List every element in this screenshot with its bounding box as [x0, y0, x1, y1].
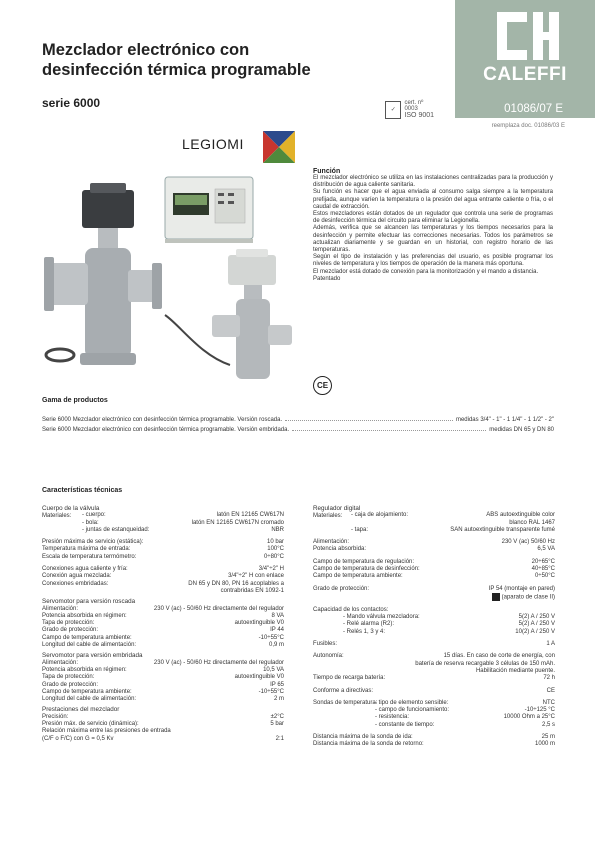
grado-note: (aparato de clase II) [501, 594, 555, 601]
spec-key: Escala de temperatura termómetro: [42, 553, 137, 560]
spec-key: Campo de temperatura ambiente: [313, 573, 403, 580]
spec-value: 10,5 VA [263, 666, 284, 673]
materiales-label: Materiales: [313, 513, 343, 519]
caracteristicas-heading: Características técnicas [42, 487, 123, 494]
spec-key: (C/F o F/C) con G = 0,5 Kv [42, 735, 114, 742]
spec-row [42, 674, 284, 681]
spec-value: autoextinguible V0 [234, 674, 284, 681]
funcion-heading: Función [313, 168, 341, 175]
spec-key: Conexiones embridadas: [42, 580, 109, 587]
spec-key: Grado de protección: [42, 681, 99, 688]
spec-row [313, 520, 555, 527]
cert-number: cert. nº 0003 [404, 100, 424, 112]
spec-row [313, 675, 555, 682]
spec-key: Campo de temperatura de regulación: [313, 558, 415, 565]
spec-value: 5(2) A / 250 V [518, 614, 555, 621]
spec-row [42, 539, 284, 546]
spec-row [313, 546, 555, 553]
spec-row [313, 566, 555, 573]
specs-right-column [313, 505, 555, 749]
spec-key: Autonomía: [313, 653, 344, 660]
gama-row-label: Serie 6000 Mezclador electrónico con desinfección térmica programable. Versión roscada. [42, 417, 283, 423]
spec-row [42, 736, 284, 743]
legiomix-x-icon [263, 131, 295, 163]
caleffi-logo-icon [475, 6, 575, 62]
spec-row [313, 722, 555, 729]
spec-continuation [313, 593, 555, 602]
spec-continuation: Habilitación mediante puente. [475, 667, 555, 674]
spec-value: 2 m [273, 696, 284, 703]
funcion-paragraph: Además, verifica que se alcancen las temperaturas y los tiempos necesarios para la desinfección y permite efectuar las correcciones necesarias. Todos los parámetros se actualizan diariamente y se guardan en un historial, con registro horario de las temperaturas. [313, 225, 553, 254]
spec-key: Longitud del cable de alimentación: [42, 642, 137, 649]
spec-row [313, 653, 555, 660]
spec-key: - juntas de estanqueidad: [82, 526, 150, 533]
spec-row [42, 667, 284, 674]
spec-value: latón EN 12165 CW617N cromado [191, 519, 284, 526]
funcion-paragraph: Estos mezcladores están dotados de un regulador que controla una serie de programas de desinfección térmica del circuito para eliminar la Legionella. [313, 211, 553, 225]
spec-key: - bola: [82, 519, 99, 526]
spec-key: Fusibles: [313, 641, 338, 648]
spec-row [42, 728, 284, 735]
servo-roscada-title: Servomotor para versión roscada [42, 598, 136, 606]
prestaciones-title: Prestaciones del mezclador [42, 706, 120, 714]
spec-value: 1 A [546, 641, 555, 648]
class-ii-icon [492, 593, 500, 601]
spec-key: Presión máx. de servicio (dinámica): [42, 721, 139, 728]
spec-value: ABS autoextinguible color [486, 512, 555, 519]
doc-number: 01086/07 E [455, 100, 595, 118]
gama-row [42, 417, 554, 423]
spec-value: 6,5 VA [537, 546, 555, 553]
title-line-2: desinfección térmica programable [42, 61, 311, 79]
ce-mark-icon: CE [313, 376, 332, 395]
page-title [42, 40, 402, 80]
replaces-note: reemplaza doc. 01086/03 E [491, 123, 565, 129]
spec-row [313, 688, 555, 695]
spec-value: 1000 m [534, 741, 555, 748]
spec-value: 10000 Ohm a 25°C [503, 714, 555, 721]
specs-left-column [42, 505, 284, 743]
spec-value: 72 h [543, 675, 555, 682]
leader-dots [292, 427, 486, 431]
spec-key: Conforme a directivas: [313, 687, 374, 694]
spec-key: Grado de protección: [313, 585, 370, 592]
spec-key: Alimentación: [42, 659, 79, 666]
spec-value: 230 V (ac) - 50/60 Hz directamente del regulador [153, 605, 284, 612]
spec-value: 0,9 m [268, 642, 284, 649]
spec-key: Campo de temperatura ambiente: [42, 688, 132, 695]
spec-row [42, 714, 284, 721]
spec-key: Campo de temperatura ambiente: [42, 634, 132, 641]
spec-value: 100°C [267, 546, 284, 553]
regulador-title: Regulador digital [313, 505, 361, 512]
spec-value: 40÷85°C [531, 566, 555, 573]
spec-row [42, 520, 284, 527]
spec-row [313, 539, 555, 546]
spec-key: Distancia máxima de la sonda de retorno: [313, 741, 424, 748]
title-line-1: Mezclador electrónico con [42, 41, 250, 59]
spec-value: 0÷80°C [263, 553, 284, 560]
spec-key: - tapa: [351, 526, 369, 533]
sondas-label: Sondas de temperatura: [313, 699, 378, 706]
spec-row [42, 566, 284, 573]
materiales-label: Materiales: [42, 513, 72, 519]
spec-value: 2,5 s [541, 721, 555, 728]
spec-key: - cuerpo: [82, 512, 106, 519]
spec-value: DN 65 y DN 80, PN 16 acoplables a [188, 580, 284, 587]
spec-key: Tiempo de recarga batería: [313, 675, 386, 682]
gama-row-value: medidas DN 65 y DN 80 [489, 427, 554, 433]
spec-row [42, 721, 284, 728]
spec-row [313, 621, 555, 628]
cert-standard: ISO 9001 [404, 112, 435, 119]
iso-badge-icon: ✓ [385, 101, 401, 119]
product-photo [40, 175, 305, 390]
spec-value: 0÷50°C [534, 573, 555, 580]
spec-key: Campo de temperatura de desinfección: [313, 566, 420, 573]
spec-value: latón EN 12165 CW617N [216, 512, 284, 519]
spec-key: Precisión: [42, 713, 69, 720]
spec-value: 230 V (ac) - 50/60 Hz directamente del regulador [153, 659, 284, 666]
spec-value: SAN autoextinguible transparente fumé [450, 526, 555, 533]
spec-row [42, 620, 284, 627]
spec-value: blanco RAL 1467 [509, 519, 555, 526]
legiomix-logo-text: LEGIOMI [182, 136, 244, 152]
spec-value: 3/4"÷2" H con enlace [228, 573, 284, 580]
spec-row [313, 586, 555, 593]
spec-row [313, 559, 555, 566]
spec-value: 8 VA [271, 612, 284, 619]
spec-value: 10(2) A / 250 V [515, 628, 555, 635]
spec-key: - tipo de elemento sensible: [375, 699, 449, 706]
spec-row [313, 629, 555, 636]
spec-continuation: batería de reserva recargable 3 células de 150 mAh. [415, 660, 555, 667]
spec-key: - Relés 1, 3 y 4: [343, 628, 386, 635]
funcion-text [313, 175, 553, 283]
spec-value: 20÷65°C [531, 558, 555, 565]
spec-key: Potencia absorbida en régimen: [42, 666, 127, 673]
spec-key: Grado de protección: [42, 627, 99, 634]
spec-value: IP 65 [270, 681, 284, 688]
spec-key: Conexión agua mezclada: [42, 573, 112, 580]
spec-key: Conexiones agua caliente y fría: [42, 566, 128, 573]
spec-row [313, 734, 555, 741]
spec-value: NBR [271, 526, 284, 533]
brand-name: CALEFFI [483, 64, 567, 85]
regulator-image [165, 177, 253, 243]
funcion-paragraph: Según el tipo de instalación y las preferencias del usuario, es posible programar los niveles de temperatura y los tiempos de operación de la manera más oportuna. [313, 254, 553, 268]
spec-value: CE [546, 687, 555, 694]
spec-row [42, 512, 284, 519]
spec-value: IP 54 (montaje en pared) [488, 585, 555, 592]
gama-heading: Gama de productos [42, 397, 108, 404]
spec-row [313, 707, 555, 714]
spec-key: Presión máxima de servicio (estática): [42, 539, 144, 546]
spec-key: - constante de tiempo: [375, 721, 435, 728]
spec-continuation: contrabridas EN 1092-1 [220, 587, 284, 594]
spec-row [313, 527, 555, 534]
spec-row [42, 642, 284, 649]
spec-key: Temperatura máxima de entrada: [42, 546, 131, 553]
series-label: serie 6000 [42, 96, 101, 110]
spec-row [42, 660, 284, 667]
gama-row-value: medidas 3/4" - 1" - 1 1/4" - 1 1/2" - 2" [455, 417, 554, 423]
spec-value: 5(2) A / 250 V [518, 621, 555, 628]
spec-value: IP 44 [270, 627, 284, 634]
funcion-section [313, 168, 553, 283]
spec-value: 2:1 [275, 735, 284, 742]
certification [385, 100, 435, 119]
servo-embridada-title: Servomotor para versión embridada [42, 652, 143, 660]
spec-value: -10÷55°C [258, 688, 284, 695]
spec-row [313, 714, 555, 721]
spec-value: 10 bar [266, 539, 284, 546]
spec-value: 15 días. En caso de corte de energía, con [443, 653, 555, 660]
spec-value: -10÷55°C [258, 634, 284, 641]
funcion-paragraph: Su función es hacer que el agua enviada al consumo salga siempre a la temperatura prefijada, aunque varíen la temperatura o la presión del agua entrante caliente o fría, o el caudal de extracción. [313, 189, 553, 210]
spec-value: autoextinguible V0 [234, 620, 284, 627]
spec-row [42, 613, 284, 620]
funcion-paragraph: El mezclador electrónico se utiliza en las instalaciones centralizadas para la producción y distribución de agua caliente sanitaria. [313, 175, 553, 189]
spec-value: 230 V (ac) 50/60 Hz [501, 539, 555, 546]
spec-row [42, 546, 284, 553]
spec-key: Tapa de protección: [42, 620, 95, 627]
spec-key: - resistencia: [375, 714, 410, 721]
spec-key: Potencia absorbida: [313, 546, 367, 553]
threaded-valve-image [165, 249, 292, 379]
spec-row [313, 512, 555, 519]
spec-row [42, 689, 284, 696]
funcion-paragraph: Patentado [313, 275, 341, 282]
spec-key: Tapa de protección: [42, 674, 95, 681]
spec-key: Distancia máxima de la sonda de ida: [313, 734, 413, 740]
spec-key: Alimentación: [313, 539, 350, 546]
flanged-valve-image [44, 183, 162, 365]
spec-value: 25 m [541, 734, 555, 740]
spec-row [313, 614, 555, 621]
spec-key: Relación máxima entre las presiones de entrada [42, 728, 171, 735]
spec-key: - Relé alarma (R2): [343, 621, 395, 628]
spec-key: - campo de funcionamiento: [375, 707, 450, 714]
spec-row [42, 554, 284, 561]
gama-row [42, 427, 554, 433]
funcion-paragraph: El mezclador está dotado de conexión para la monitorización y el mando a distancia. [313, 268, 539, 275]
spec-value: 3/4"÷2" H [258, 566, 284, 573]
spec-row [313, 641, 555, 648]
spec-value: ±2°C [270, 713, 284, 720]
spec-row [313, 573, 555, 580]
spec-value: NTC [542, 699, 555, 706]
spec-row [42, 682, 284, 689]
spec-row [42, 627, 284, 634]
gama-row-label: Serie 6000 Mezclador electrónico con desinfección térmica programable. Versión embridada. [42, 427, 290, 433]
spec-value: -10÷125 °C [524, 707, 555, 714]
spec-row [42, 696, 284, 703]
leader-dots [285, 417, 453, 421]
spec-value: 5 bar [270, 721, 284, 728]
spec-key: Potencia absorbida en régimen: [42, 612, 127, 619]
spec-row [42, 606, 284, 613]
spec-key: - Mando válvula mezcladora: [343, 614, 420, 621]
spec-row [42, 635, 284, 642]
spec-row [42, 527, 284, 534]
spec-row [42, 573, 284, 580]
brand-box [455, 0, 595, 100]
spec-row [313, 741, 555, 748]
spec-row [42, 581, 284, 588]
spec-key: Longitud del cable de alimentación: [42, 696, 137, 703]
spec-key: - caja de alojamiento: [351, 512, 409, 519]
cuerpo-title: Cuerpo de la válvula [42, 505, 100, 512]
contactos-title: Capacidad de los contactos: [313, 606, 389, 613]
spec-key: Alimentación: [42, 605, 79, 612]
